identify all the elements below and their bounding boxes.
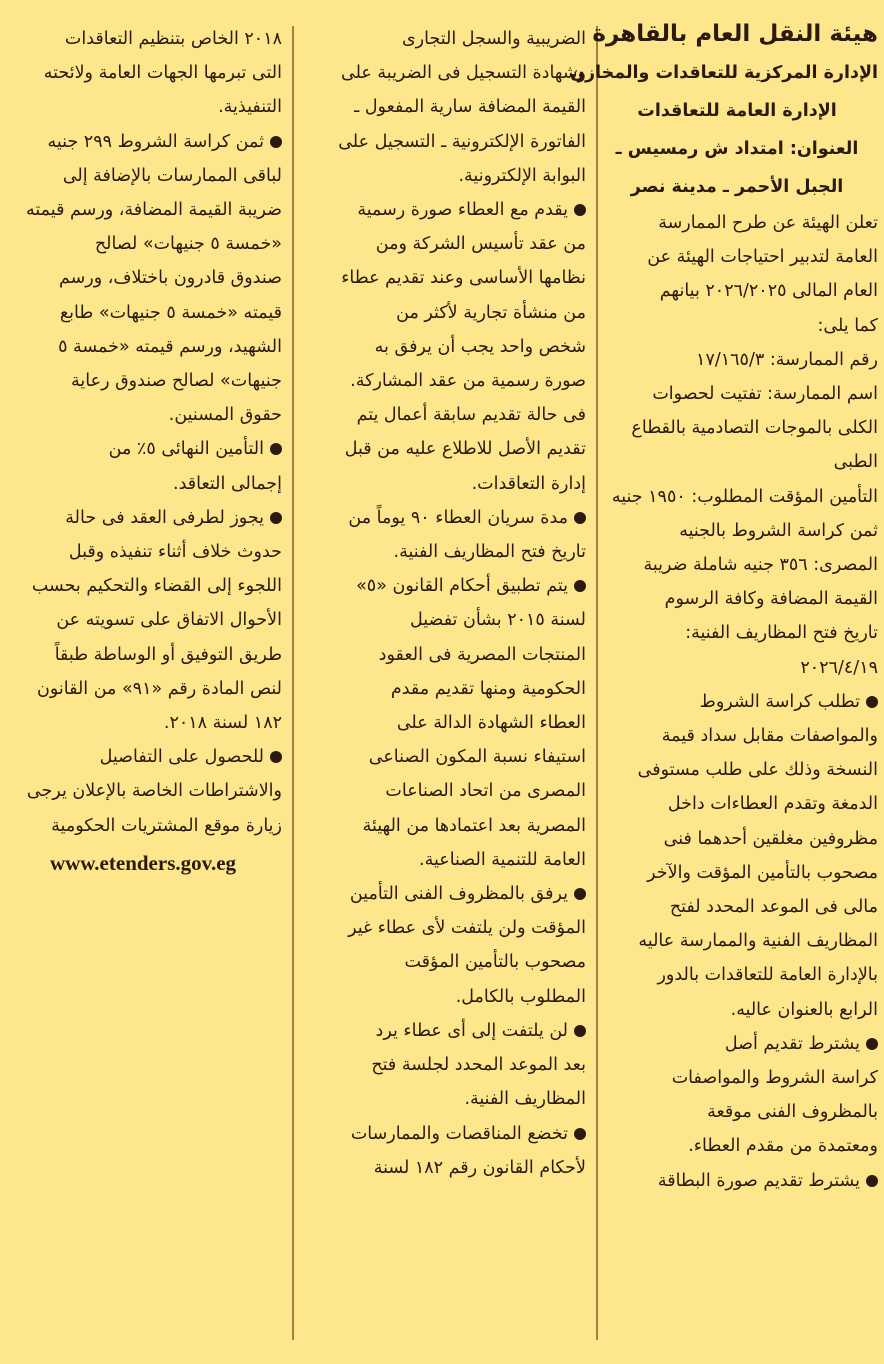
- text-line: إجمالى التعاقد.: [173, 473, 282, 494]
- text-line: ضريبة القيمة المضافة، ورسم قيمته: [26, 200, 282, 221]
- opening-date-label: تاريخ فتح المظاريف الفنية:: [685, 623, 878, 644]
- text-line: زيارة موقع المشتريات الحكومية: [51, 815, 282, 836]
- bullet-item: [302, 501, 586, 569]
- text-line: يشترط تقديم صورة البطاقة: [657, 1170, 860, 1191]
- bullet-item: [302, 193, 586, 501]
- bullet-icon: [270, 443, 282, 455]
- bullet-icon: [866, 696, 878, 708]
- text-line: حدوث خلاف أثناء تنفيذه وقبل: [68, 542, 282, 563]
- text-line: «خمسة ٥ جنيهات» لصالح: [94, 234, 282, 255]
- bullet-icon: [866, 1175, 878, 1187]
- text-line: التنفيذية.: [218, 97, 282, 118]
- text-line: مالى فى الموعد المحدد لفتح: [669, 897, 878, 918]
- bullet-icon: [270, 512, 282, 524]
- bullet-icon: [866, 1038, 878, 1050]
- text-line: كراسة الشروط والمواصفات: [671, 1068, 878, 1089]
- text-line: استيفاء نسبة المكون الصناعى: [368, 747, 586, 768]
- text-line: إدارة التعاقدات.: [471, 473, 586, 494]
- text-line: اللجوء إلى القضاء والتحكيم بحسب: [31, 576, 282, 597]
- text-line: تعلن الهيئة عن طرح الممارسة: [658, 213, 878, 233]
- text-line: تقديم الأصل للاطلاع عليه من قبل: [344, 439, 586, 460]
- text-line: وشهادة التسجيل فى الضريبة على: [341, 63, 586, 84]
- right-column: [570, 8, 878, 1198]
- text-line: صورة رسمية من عقد المشاركة.: [350, 371, 586, 392]
- bullet-icon: [574, 204, 586, 216]
- bullet-item: [596, 1027, 878, 1164]
- text-line: ثمن كراسة الشروط ٢٩٩ جنيه: [47, 131, 264, 152]
- text-line: العطاء الشهادة الدالة على: [396, 713, 586, 734]
- bullet-icon: [574, 512, 586, 524]
- text-line: لنص المادة رقم «٩١» من القانون: [37, 678, 282, 699]
- text-line: الشهيد، ورسم قيمته «خمسة ٥: [58, 336, 282, 357]
- bullet-icon: [574, 1128, 586, 1140]
- address-line-2: الجبل الأحمر ـ مدينة نصر: [630, 177, 844, 197]
- text-line: والاشتراطات الخاصة بالإعلان يرجى: [26, 781, 282, 802]
- text-line: ١٨٢ لسنة ٢٠١٨.: [163, 713, 282, 734]
- bullet-item: [4, 125, 282, 433]
- text-line: العامة للتنمية الصناعية.: [419, 849, 586, 870]
- text-line: مظروفين مغلقين أحدهما فنى: [663, 828, 878, 849]
- middle-column: [302, 8, 586, 1185]
- text-line: البوابة الإلكترونية.: [458, 165, 586, 186]
- text-line: الدمغة وتقدم العطاءات داخل: [667, 794, 878, 815]
- text-line: مصحوب بالتأمين المؤقت والآخر: [647, 862, 878, 883]
- bullet-icon: [574, 888, 586, 900]
- practice-number: رقم الممارسة: ١٧/١٦٥/٣: [696, 349, 878, 370]
- text-line: شخص واحد يجب أن يرفق به: [374, 336, 586, 357]
- text-line: حقوق المسنين.: [168, 405, 282, 426]
- text-line: يقدم مع العطاء صورة رسمية: [357, 200, 568, 221]
- bullet-item: [596, 1164, 878, 1198]
- organization-title: هيئة النقل العام بالقاهرة: [592, 21, 878, 47]
- text-line: صندوق قادرون باختلاف، ورسم: [58, 268, 282, 289]
- text-line: يرفق بالمظروف الفنى التأمين: [349, 884, 568, 905]
- continued-paragraph: [4, 22, 282, 125]
- continued-paragraph: [302, 22, 586, 193]
- bullet-item: [596, 685, 878, 1027]
- bullet-icon: [270, 751, 282, 763]
- text-line: بالإدارة العامة للتعاقدات بالدور: [657, 965, 878, 986]
- address-line-1: العنوان: امتداد ش رمسيس ـ: [615, 139, 859, 159]
- bullet-icon: [574, 1025, 586, 1037]
- text-line: النسخة وذلك على طلب مستوفى: [637, 760, 878, 781]
- text-line: مصحوب بالتأمين المؤقت: [404, 952, 586, 973]
- text-line: المظاريف الفنية.: [464, 1089, 586, 1110]
- text-line: فى حالة تقديم سابقة أعمال يتم: [356, 405, 586, 426]
- text-line: بالمظروف الفنى موقعة: [707, 1102, 878, 1123]
- text-line: بعد الموعد المحدد لجلسة فتح: [371, 1055, 586, 1076]
- text-line: يتم تطبيق أحكام القانون «٥»: [356, 576, 568, 597]
- text-line: المصرى من اتحاد الصناعات: [385, 781, 586, 802]
- bullet-icon: [574, 580, 586, 592]
- text-line: مدة سريان العطاء ٩٠ يوماً من: [348, 507, 568, 528]
- column-divider: [292, 26, 294, 1340]
- text-line: جنيهات» لصالح صندوق رعاية: [71, 371, 282, 392]
- bullet-item: [4, 740, 282, 843]
- text-line: القيمة المضافة وكافة الرسوم: [664, 589, 878, 610]
- text-line: التأمين النهائى ٥٪ من: [108, 439, 264, 460]
- text-line: العام المالى ٢٠٢٦/٢٠٢٥ بيانهم: [659, 281, 878, 302]
- text-line: المصرى: ٣٥٦ جنيه شاملة ضريبة: [643, 555, 878, 576]
- bullet-item: [302, 1014, 586, 1117]
- text-line: من عقد تأسيس الشركة ومن: [375, 234, 586, 255]
- bullet-item: [302, 877, 586, 1014]
- bullet-item: [4, 432, 282, 500]
- text-line: المنتجات المصرية فى العقود: [378, 644, 586, 665]
- text-line: الرابع بالعنوان عاليه.: [730, 999, 878, 1020]
- text-line: الفاتورة الإلكترونية ـ التسجيل على: [338, 131, 586, 152]
- temporary-insurance: التأمين المؤقت المطلوب: ١٩٥٠ جنيه: [611, 486, 878, 507]
- text-line: التى تبرمها الجهات العامة ولائحته: [43, 63, 282, 84]
- announcement-details: [596, 206, 878, 685]
- text-line: الأحوال الاتفاق على تسويته عن: [56, 610, 282, 631]
- text-line: للحصول على التفاصيل: [99, 747, 264, 768]
- text-line: ٢٠١٨ الخاص بتنظيم التعاقدات: [64, 29, 282, 49]
- text-line: ومعتمدة من مقدم العطاء.: [688, 1136, 878, 1157]
- sub-department-name: الإدارة العامة للتعاقدات: [637, 101, 837, 121]
- booklet-price: ثمن كراسة الشروط بالجنيه: [679, 520, 878, 541]
- opening-date: ٢٠٢٦/٤/١٩: [800, 657, 878, 678]
- text-line: الضريبية والسجل التجارى: [401, 29, 586, 49]
- left-column: [4, 8, 282, 883]
- website-link[interactable]: www.etenders.gov.eg: [49, 850, 237, 875]
- bullet-item: [302, 1117, 586, 1185]
- text-line: لباقى الممارسات بالإضافة إلى: [62, 165, 282, 186]
- practice-name: اسم الممارسة: تفتيت لحصوات: [652, 384, 878, 405]
- text-line: طريق التوفيق أو الوساطة طبقاً: [54, 644, 282, 665]
- bullet-item: [4, 501, 282, 740]
- text-line: الطبى: [833, 452, 878, 473]
- department-name: الإدارة المركزية للتعاقدات والمخازن: [570, 63, 878, 83]
- text-line: والمواصفات مقابل سداد قيمة: [661, 726, 878, 747]
- text-line: المؤقت ولن يلتفت لأى عطاء غير: [348, 918, 586, 939]
- text-line: الكلى بالموجات التصادمية بالقطاع: [631, 418, 878, 439]
- text-line: المطلوب بالكامل.: [455, 986, 586, 1007]
- text-line: تاريخ فتح المظاريف الفنية.: [393, 542, 586, 563]
- text-line: كما يلى:: [817, 315, 878, 336]
- text-line: نظامها الأساسى وعند تقديم عطاء: [341, 268, 586, 289]
- text-line: لن يلتفت إلى أى عطاء يرد: [375, 1020, 568, 1041]
- text-line: الحكومية ومنها تقديم مقدم: [390, 678, 586, 699]
- text-line: تخضع المناقصات والممارسات: [350, 1123, 568, 1144]
- text-line: يشترط تقديم أصل: [724, 1033, 860, 1054]
- text-line: المظاريف الفنية والممارسة عاليه: [638, 931, 878, 952]
- bullet-icon: [270, 136, 282, 148]
- text-line: القيمة المضافة سارية المفعول ـ: [354, 97, 586, 118]
- text-line: العامة لتدبير احتياجات الهيئة عن: [647, 247, 878, 268]
- text-line: لأحكام القانون رقم ١٨٢ لسنة: [373, 1157, 586, 1178]
- text-line: قيمته «خمسة ٥ جنيهات» طابع: [59, 302, 282, 323]
- text-line: المصرية بعد اعتمادها من الهيئة: [362, 815, 586, 836]
- text-line: يجوز لطرفى العقد فى حالة: [65, 507, 264, 528]
- bullet-item: [302, 569, 586, 877]
- text-line: تطلب كراسة الشروط: [699, 691, 860, 712]
- text-line: من منشأة تجارية لأكثر من: [396, 302, 586, 323]
- text-line: لسنة ٢٠١٥ بشأن تفضيل: [409, 610, 586, 631]
